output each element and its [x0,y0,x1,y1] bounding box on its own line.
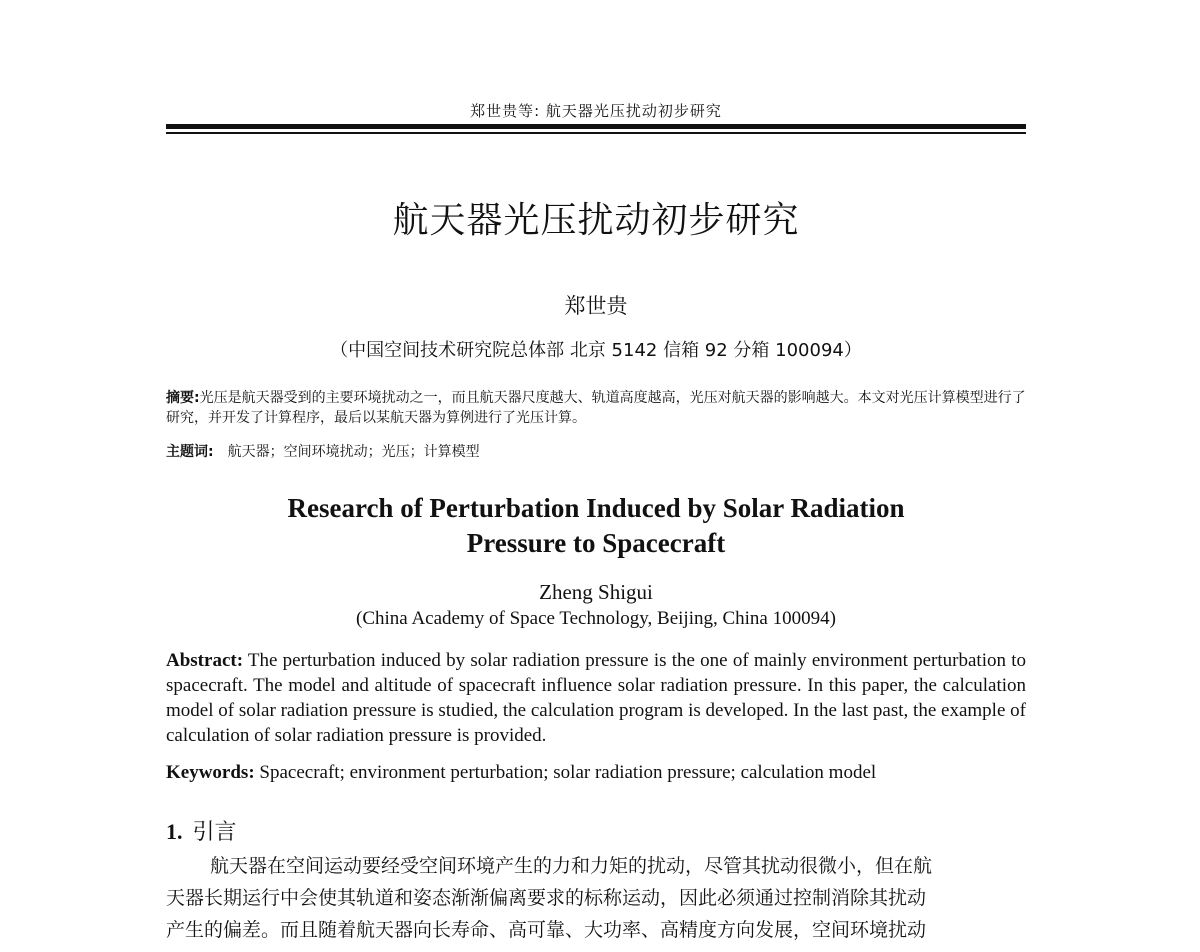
paper-title-cn: 航天器光压扰动初步研究 [392,200,800,241]
abstract-en-text: The perturbation induced by solar radiation pressure is the one of mainly environment perturbation to spacecraft. The model and altitude of spacecraft influence solar radiation pressure. In this paper, the calculation model of solar radiation pressure is studied, the calculation program is developed. In the last past, the example of calculation of solar radiation pressure is provided. [166,650,1026,746]
header-rule-thin [166,132,1026,134]
keywords-en-text: Spacecraft; environment perturbation; solar radiation pressure; calculation model [259,762,877,783]
affiliation-en: (China Academy of Space Technology, Beijing, China 100094) [356,608,836,629]
paper-title-en-line2: Pressure to Spacecraft [466,528,726,558]
abstract-cn-text: 光压是航天器受到的主要环境扰动之一，而且航天器尺度越大、轨道高度越高，光压对航天器的影响越大。本文对光压计算模型进行了研究，并开发了计算程序，最后以某航天器为算例进行了光压计算。 [166,390,1026,426]
paper-title-en [166,491,1026,561]
keywords-cn-text: 航天器；空间环境扰动；光压；计算模型 [227,444,480,460]
keywords-cn [166,441,1026,461]
keywords-cn-label: 主题词: [166,444,214,460]
keywords-en-label: Keywords: [166,762,255,783]
running-head: 郑世贵等: 航天器光压扰动初步研究 [470,102,722,120]
author-en: Zheng Shigui [539,580,653,604]
header-rule-thick [166,124,1026,129]
abstract-cn [166,388,1026,428]
abstract-en [166,648,1026,748]
affiliation-cn: （中国空间技术研究院总体部 北京 5142 信箱 92 分箱 100094） [330,340,862,361]
abstract-cn-label: 摘要: [166,390,200,406]
body-line: 天器长期运行中会使其轨道和姿态渐渐偏离要求的标称运动，因此必须通过控制消除其扰动 [166,887,927,909]
paper-title-en-line1: Research of Perturbation Induced by Solar Radiation [287,493,905,523]
section-title: 引言 [192,820,237,845]
section-body [166,850,1026,946]
section-heading [166,815,237,846]
keywords-en [166,762,1026,784]
section-number: 1. [166,819,183,844]
abstract-en-label: Abstract: [166,650,244,671]
body-line: 航天器在空间运动要经受空间环境产生的力和力矩的扰动，尽管其扰动很微小，但在航 [210,855,933,877]
author-cn: 郑世贵 [564,294,628,318]
body-line: 产生的偏差。而且随着航天器向长寿命、高可靠、大功率、高精度方向发展，空间环境扰动 [166,919,927,941]
